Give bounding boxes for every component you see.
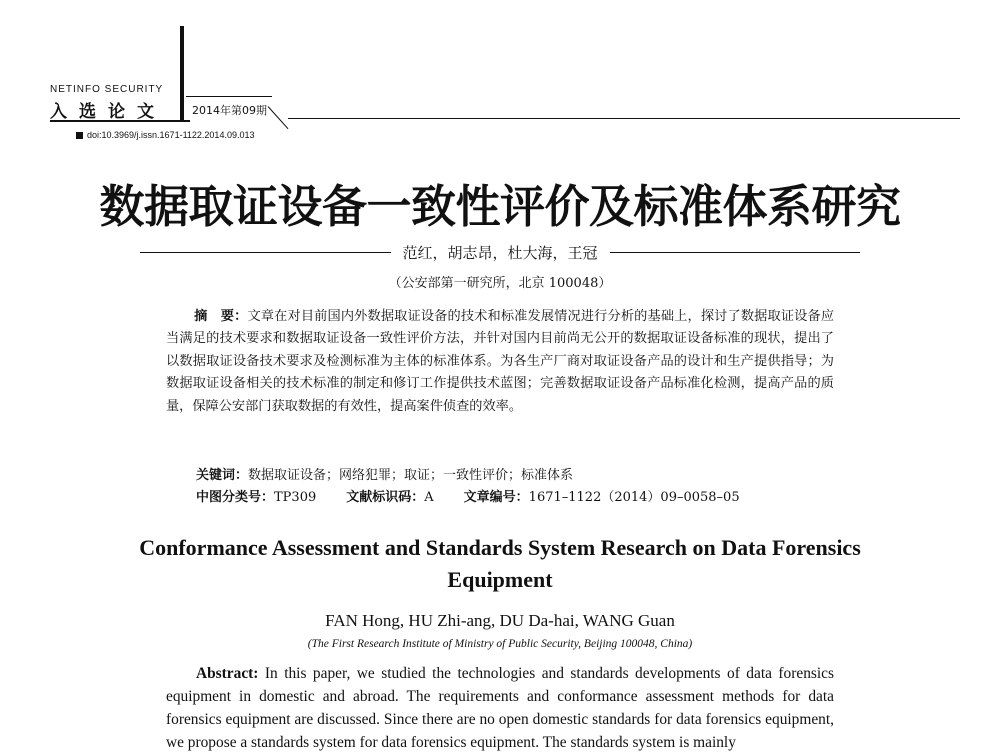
cn-keywords-label: 关键词： (196, 468, 249, 483)
header-rule-right (288, 118, 960, 119)
article-no-value: 1671–1122（2014）09–0058–05 (528, 490, 740, 505)
cn-abstract-label: 摘 要： (194, 309, 248, 324)
doi-bullet-icon (76, 132, 83, 139)
en-authors: FAN Hong, HU Zhi-ang, DU Da-hai, WANG Guan (325, 611, 675, 630)
doi-line (76, 130, 254, 140)
cn-classification (196, 486, 740, 505)
cn-keywords (196, 464, 573, 483)
authors-rule-left (140, 252, 391, 253)
doc-code-value: A (424, 490, 434, 505)
journal-name: NETINFO SECURITY (50, 84, 164, 95)
cn-affiliation: （公安部第一研究所，北京 100048） (388, 276, 612, 291)
en-abstract-text: In this paper, we studied the technologies and standards developments of data forensics equipment in domestic and abroad. The requirements and conformance assessment methods for data forensics equipment are discussed. Since there are no open domestic standards for data forensics equipment, we propose a standards system for data forensics equipment. The standards system is mainly (166, 665, 834, 751)
clc-value: TP309 (274, 490, 317, 505)
issue-label: 2014年第09期 (192, 104, 267, 117)
header-vertical-bar (180, 26, 184, 122)
en-title: Conformance Assessment and Standards System Research on Data Forensics Equipment (139, 535, 861, 592)
clc-field (196, 486, 316, 505)
clc-label: 中图分类号： (196, 490, 275, 505)
doc-code-label: 文献标识码： (346, 490, 425, 505)
header-rule-diagonal (268, 106, 289, 129)
en-abstract-label: Abstract: (196, 665, 259, 682)
article-no-field (464, 486, 740, 505)
cn-authors: 范红，胡志昂，杜大海，王冠 (402, 244, 598, 262)
doc-code-field (346, 486, 433, 505)
page-title: 数据取证设备一致性评价及标准体系研究 (99, 180, 901, 233)
cn-abstract (166, 306, 834, 418)
doi-text: doi:10.3969/j.issn.1671-1122.2014.09.013 (87, 130, 255, 140)
en-abstract (166, 662, 834, 754)
section-label: 入选论文 (50, 102, 166, 122)
cn-authors-row (140, 242, 860, 263)
cn-keywords-text: 数据取证设备；网络犯罪；取证；一致性评价；标准体系 (248, 468, 574, 483)
en-affiliation: (The First Research Institute of Ministry of Public Security, Beijing 100048, China) (307, 638, 693, 650)
authors-rule-right (610, 252, 861, 253)
cn-abstract-text: 文章在对目前国内外数据取证设备的技术和标准发展情况进行分析的基础上，探讨了数据取证设备应当满足的技术要求和数据取证设备一致性评价方法，并针对国内目前尚无公开的数据取证设备标准的现状，提出了以数据取证设备技术要求及检测标准为主体的标准体系。为各生产厂商对取证设备产品的设计和生产提供指导；为数据取证设备相关的技术标准的制定和修订工作提供技术蓝图；完善数据取证设备产品标准化检测，提高产品的质量，保障公安部门获取数据的有效性，提高案件侦查的效率。 (166, 309, 835, 414)
article-no-label: 文章编号： (463, 490, 529, 505)
header-rule-upper (186, 96, 272, 97)
